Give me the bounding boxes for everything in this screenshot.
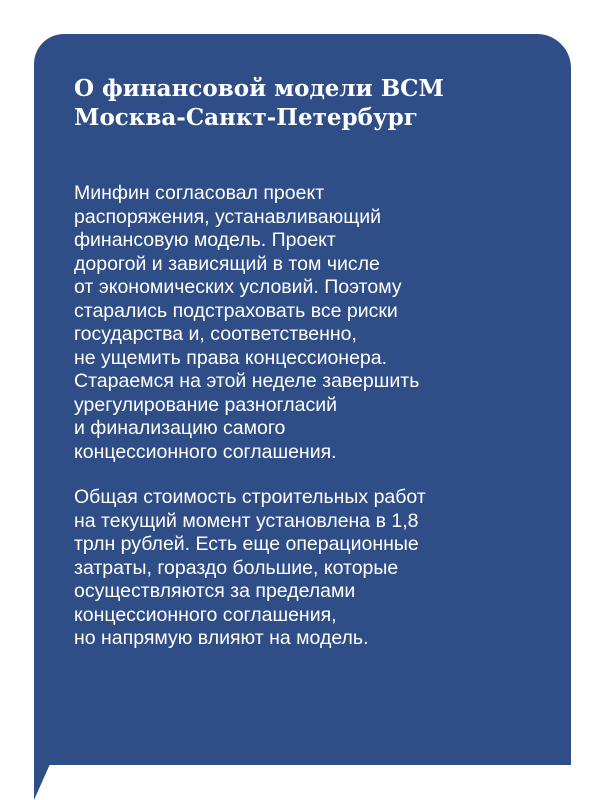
paragraph-line: урегулирование разногласий [74, 393, 337, 416]
paragraph-line: Общая стоимость строительных работ [74, 486, 426, 508]
speech-bubble-tail [34, 764, 50, 800]
paragraph-2 [74, 486, 541, 651]
paragraph-line: Минфин согласовал проект [74, 182, 325, 204]
paragraph-line: но напрямую влияют на модель. [74, 627, 369, 649]
paragraph-line: трлн рублей. Есть еще операционные [74, 533, 419, 555]
paragraph-line: распоряжения, устанавливающий [74, 205, 382, 228]
paragraph-line: от экономических условий. Поэтому [74, 276, 402, 298]
paragraph-line: осуществляются за пределами [74, 580, 356, 602]
paragraph-line: на текущий момент установлена в 1,8 [74, 509, 419, 532]
paragraph-line: старались подстраховать все риски [74, 299, 398, 322]
paragraph-line: Стараемся на этой неделе завершить [74, 370, 420, 392]
paragraph-line: и финализацию самого [74, 417, 286, 439]
quote-card [34, 34, 571, 765]
paragraph-line: не ущемить права концессионера. [74, 346, 388, 369]
paragraph-line: концессионного соглашения. [74, 440, 337, 463]
paragraph-line: концессионного соглашения, [74, 603, 337, 626]
card-title [74, 74, 541, 132]
paragraph-line: финансовую модель. Проект [74, 229, 336, 251]
paragraph-line: затраты, гораздо большие, которые [74, 556, 399, 579]
paragraph-line: государства и, соответственно, [74, 323, 357, 345]
card-title-line: О финансовой модели ВСМ [74, 75, 444, 102]
paragraph-1 [74, 182, 541, 464]
paragraph-line: дорогой и зависящий в том числе [74, 252, 380, 275]
card-title-line: Москва-Санкт-Петербург [74, 104, 418, 131]
